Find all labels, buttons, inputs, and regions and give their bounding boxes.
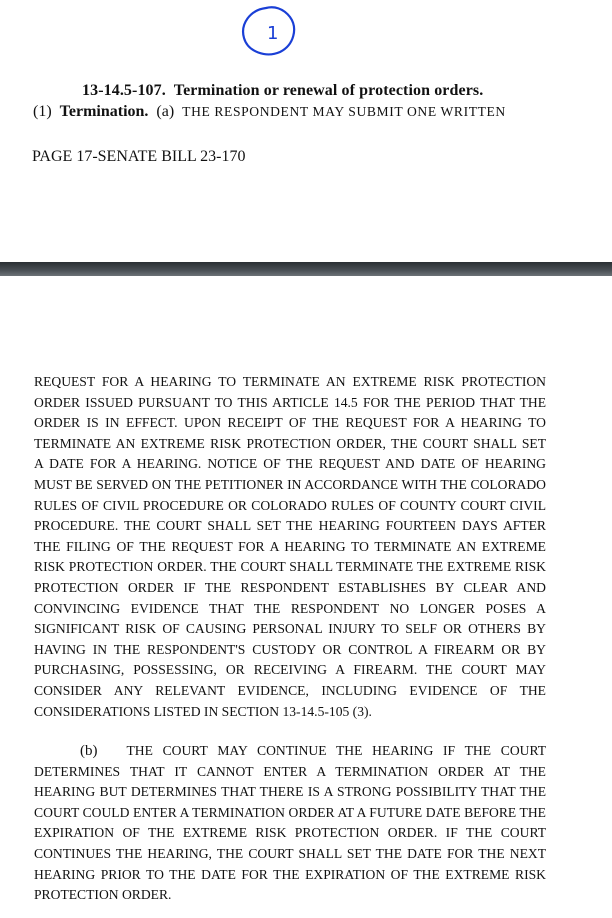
text-line: CONSIDER ANY RELEVANT EVIDENCE, INCLUDING EVIDENCE OF THE — [34, 682, 546, 698]
clause-text: THE RESPONDENT MAY SUBMIT ONE WRITTEN — [182, 104, 506, 119]
section-title: Termination or renewal of protection orders. — [173, 82, 484, 99]
text-line: RISK PROTECTION ORDER. THE COURT SHALL TERMINATE THE EXTREME RISK — [34, 559, 546, 575]
subsection-title: Termination. — [59, 103, 149, 120]
clause-label: (a) — [156, 103, 175, 120]
text-line: ORDER ISSUED PURSUANT TO THIS ARTICLE 14.5 FOR THE PERIOD THAT THE — [34, 394, 546, 410]
text-line: ORDER IS IN EFFECT. UPON RECEIPT OF THE REQUEST FOR A HEARING TO — [34, 415, 546, 431]
text-line: CONSIDERATIONS LISTED IN SECTION 13-14.5-105 (3). — [34, 703, 372, 719]
subsection-line — [33, 103, 506, 121]
page-footer: PAGE 17-SENATE BILL 23-170 — [32, 148, 246, 165]
section-heading — [82, 82, 483, 100]
text-line: CONTINUES THE HEARING, THE COURT SHALL SET THE DATE FOR THE NEXT — [34, 845, 546, 861]
text-line: PROTECTION ORDER IF THE RESPONDENT ESTABLISHES BY CLEAR AND — [34, 579, 546, 595]
text-line: MUST BE SERVED ON THE PETITIONER IN ACCORDANCE WITH THE COLORADO — [34, 476, 546, 492]
text-line — [34, 741, 546, 762]
subsection-number: (1) — [33, 103, 52, 120]
text-line: PROCEDURE. THE COURT SHALL SET THE HEARING FOURTEEN DAYS AFTER — [34, 518, 546, 534]
handwritten-circled-number — [236, 2, 302, 62]
annotation-mark: 1 — [267, 23, 279, 44]
paragraph-b — [34, 741, 546, 906]
text-line: COURT COULD ENTER A TERMINATION ORDER AT A FUTURE DATE BEFORE THE — [34, 804, 546, 820]
text-line: REQUEST FOR A HEARING TO TERMINATE AN EXTREME RISK PROTECTION — [34, 374, 546, 389]
page-divider — [0, 262, 612, 276]
text-line: TERMINATE AN EXTREME RISK PROTECTION ORDER, THE COURT SHALL SET — [34, 435, 546, 451]
text-line: HEARING BUT DETERMINES THAT THERE IS A STRONG POSSIBILITY THAT THE — [34, 784, 546, 800]
section-number: 13-14.5-107. — [82, 82, 166, 99]
line-text: THE COURT MAY CONTINUE THE HEARING IF THE COURT — [126, 743, 547, 758]
text-line: PURCHASING, POSSESSING, OR RECEIVING A FIREARM. THE COURT MAY — [34, 662, 546, 678]
upper-page — [0, 0, 612, 262]
text-line: A DATE FOR A HEARING. NOTICE OF THE REQUEST AND DATE OF HEARING — [34, 456, 546, 472]
paragraph-a-continued — [34, 372, 546, 722]
text-line: HEARING PRIOR TO THE DATE FOR THE EXPIRATION OF THE EXTREME RISK — [34, 866, 546, 882]
text-line: CONVINCING EVIDENCE THAT THE RESPONDENT NO LONGER POSES A — [34, 600, 546, 616]
text-line: SIGNIFICANT RISK OF CAUSING PERSONAL INJURY TO SELF OR OTHERS BY — [34, 621, 546, 637]
clause-label: (b) — [80, 743, 98, 759]
text-line: THE FILING OF THE REQUEST FOR A HEARING TO TERMINATE AN EXTREME — [34, 538, 546, 554]
text-line: PROTECTION ORDER. — [34, 887, 172, 903]
text-line: RULES OF CIVIL PROCEDURE OR COLORADO RULES OF COUNTY COURT CIVIL — [34, 497, 546, 513]
text-line: EXPIRATION OF THE EXTREME RISK PROTECTION ORDER. IF THE COURT — [34, 825, 546, 841]
text-line: HAVING IN THE RESPONDENT'S CUSTODY OR CONTROL A FIREARM OR BY — [34, 641, 546, 657]
text-line: DETERMINES THAT IT CANNOT ENTER A TERMINATION ORDER AT THE — [34, 763, 546, 779]
